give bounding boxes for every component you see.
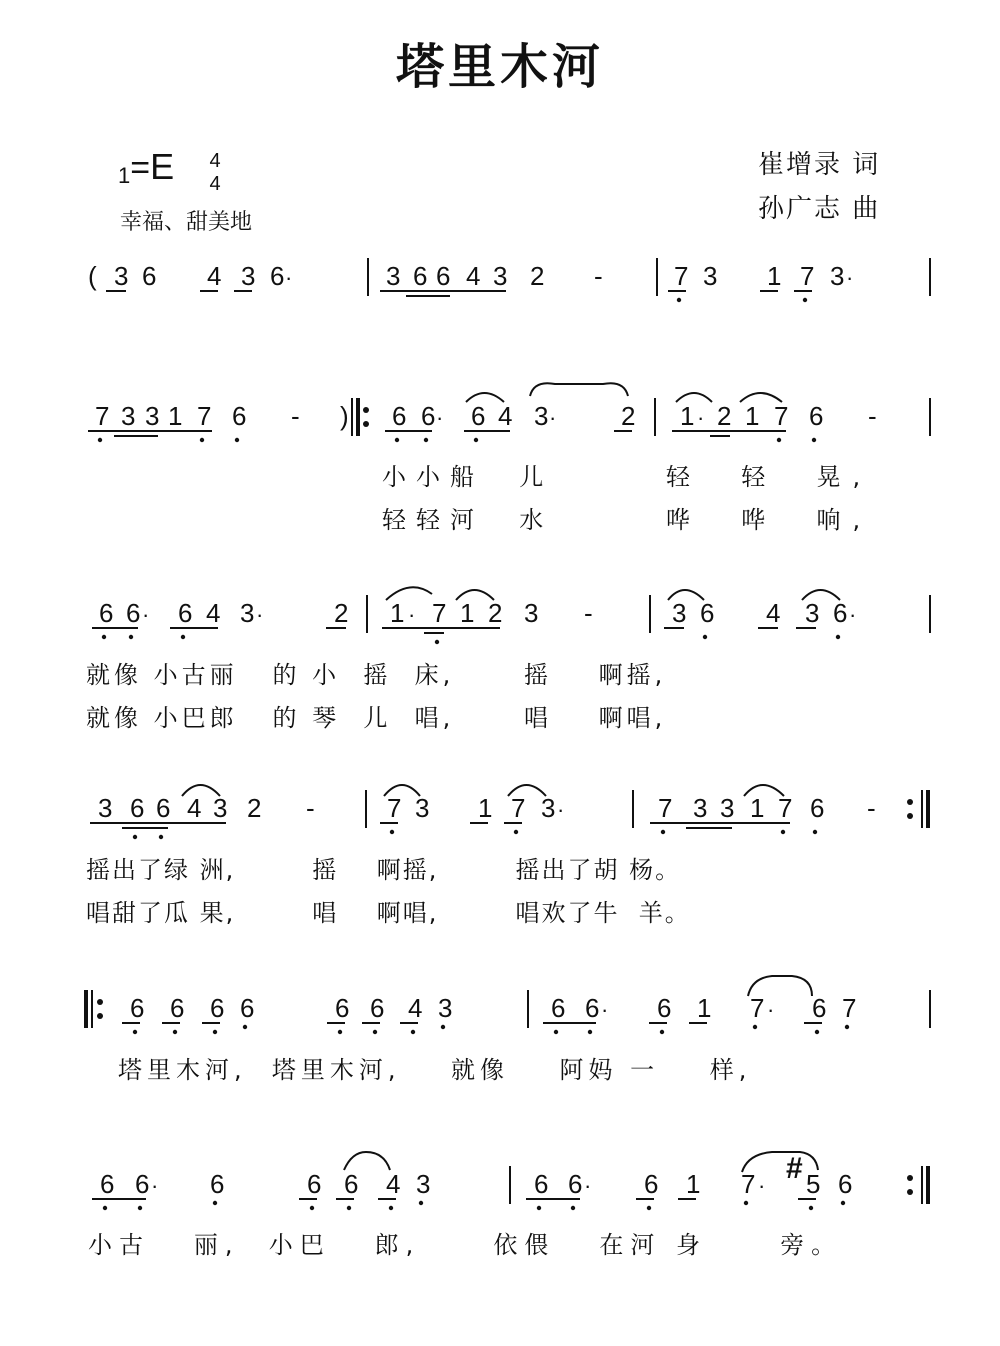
line3-note: 2 bbox=[488, 598, 503, 628]
line4-note: 4 bbox=[187, 793, 202, 823]
octave-dot bbox=[138, 1206, 142, 1210]
line3-note: · bbox=[849, 602, 857, 627]
line2-note: 2 bbox=[717, 401, 732, 431]
octave-dot bbox=[554, 1030, 558, 1034]
lyrics-line2-verse1-a: 小小船 儿 bbox=[382, 463, 554, 491]
line2-note: 3 bbox=[145, 401, 160, 431]
octave-dot bbox=[588, 1030, 592, 1034]
octave-dot bbox=[703, 635, 707, 639]
line6-note: 6 bbox=[644, 1169, 659, 1199]
line6-note: · bbox=[758, 1173, 766, 1198]
line4-note: 2 bbox=[247, 793, 262, 823]
line6-note: 5 bbox=[806, 1169, 821, 1199]
line2-note: 1 bbox=[168, 401, 183, 431]
line2-note: 6 bbox=[392, 401, 407, 431]
line1-note: 2 bbox=[530, 261, 545, 291]
line4-note: 7 bbox=[778, 793, 793, 823]
line3-note: 1 bbox=[460, 598, 475, 628]
octave-dot bbox=[474, 438, 478, 442]
line2-note: 7 bbox=[95, 401, 110, 431]
octave-dot bbox=[777, 438, 781, 442]
octave-dot bbox=[133, 1030, 137, 1034]
octave-dot bbox=[813, 830, 817, 834]
line3-note: 3 bbox=[524, 598, 539, 628]
line4-note: 3 bbox=[98, 793, 113, 823]
line1-note: 6 bbox=[413, 261, 428, 291]
line1-note: 3 bbox=[241, 261, 256, 291]
key-letter: E bbox=[150, 146, 175, 187]
line2-note: 1 bbox=[680, 401, 695, 431]
line5-note: 6 bbox=[812, 993, 827, 1023]
line2-note: - bbox=[291, 401, 300, 431]
octave-dot bbox=[173, 1030, 177, 1034]
line6-note: 6 bbox=[344, 1169, 359, 1199]
line1-note: · bbox=[285, 265, 293, 290]
octave-dot bbox=[571, 1206, 575, 1210]
line6-note: 7 bbox=[741, 1169, 756, 1199]
lyrics-line2-verse1-b: 轻 轻 晃, bbox=[666, 463, 873, 491]
song-title: 塔里木河 bbox=[395, 39, 604, 95]
line4-note: 3 bbox=[720, 793, 735, 823]
line2-note: ) bbox=[340, 401, 349, 431]
lyrics-line2-verse2-b: 哗 哗 响, bbox=[666, 506, 873, 534]
line4-note: 6 bbox=[810, 793, 825, 823]
line2-note: 4 bbox=[498, 401, 513, 431]
line2-note: 6 bbox=[232, 401, 247, 431]
lyrics-line4-verse2: 唱甜了瓜 果, 唱 啊唱, 唱欢了牛 羊。 bbox=[86, 899, 691, 927]
octave-dot bbox=[373, 1030, 377, 1034]
line6-note: 6 bbox=[534, 1169, 549, 1199]
line3-note: 3 bbox=[805, 598, 820, 628]
line4-note: · bbox=[557, 797, 565, 822]
octave-dot bbox=[390, 830, 394, 834]
line4-note: 7 bbox=[658, 793, 673, 823]
line2-note: 2 bbox=[621, 401, 636, 431]
line6-note: 4 bbox=[386, 1169, 401, 1199]
line3-note: · bbox=[142, 602, 150, 627]
octave-dot bbox=[213, 1201, 217, 1205]
line1-note: · bbox=[846, 265, 854, 290]
octave-dot bbox=[235, 438, 239, 442]
slur bbox=[344, 1152, 390, 1170]
line4-note: 3 bbox=[213, 793, 228, 823]
line2-note: 3 bbox=[121, 401, 136, 431]
octave-dot bbox=[213, 1030, 217, 1034]
line1-note: 6 bbox=[436, 261, 451, 291]
octave-dot bbox=[781, 830, 785, 834]
line3-note: 3 bbox=[240, 598, 255, 628]
line4-note: 7 bbox=[387, 793, 402, 823]
line2-note: 6 bbox=[421, 401, 436, 431]
repeat-dot bbox=[97, 1013, 103, 1019]
line3-note: 1 bbox=[390, 598, 405, 628]
time-signature-top: 4 bbox=[209, 150, 221, 172]
lyrics-line3-verse1: 就像 小古丽 的 小 摇 床, 摇 啊摇, bbox=[86, 661, 667, 689]
line2-note: 7 bbox=[774, 401, 789, 431]
line1-note: 3 bbox=[830, 261, 845, 291]
line3-note: 6 bbox=[178, 598, 193, 628]
line5-note: 7 bbox=[842, 993, 857, 1023]
octave-dot bbox=[441, 1025, 445, 1029]
lyrics-line4-verse1: 摇出了绿 洲, 摇 啊摇, 摇出了胡 杨。 bbox=[86, 856, 682, 884]
repeat-dot bbox=[97, 999, 103, 1005]
line1-note: 3 bbox=[703, 261, 718, 291]
line2-note: 6 bbox=[471, 401, 486, 431]
octave-dot bbox=[200, 438, 204, 442]
line3-note: 2 bbox=[334, 598, 349, 628]
octave-dot bbox=[815, 1030, 819, 1034]
octave-dot bbox=[803, 298, 807, 302]
line3-note: 7 bbox=[432, 598, 447, 628]
line3-note: 4 bbox=[766, 598, 781, 628]
octave-dot bbox=[347, 1206, 351, 1210]
line6-note: 6 bbox=[838, 1169, 853, 1199]
octave-dot bbox=[660, 1030, 664, 1034]
line4-note: 7 bbox=[511, 793, 526, 823]
line3-note: 6 bbox=[833, 598, 848, 628]
line1-note: 7 bbox=[800, 261, 815, 291]
octave-dot bbox=[338, 1030, 342, 1034]
line5-note: 6 bbox=[657, 993, 672, 1023]
octave-dot bbox=[411, 1030, 415, 1034]
line5-note: 6 bbox=[240, 993, 255, 1023]
line6-note: · bbox=[151, 1173, 159, 1198]
line3-note: 3 bbox=[672, 598, 687, 628]
line5-note: 6 bbox=[551, 993, 566, 1023]
line2-note: · bbox=[697, 405, 705, 430]
octave-dot bbox=[537, 1206, 541, 1210]
line2-note: · bbox=[549, 405, 557, 430]
lyrics-line3-verse2: 就像 小巴郎 的 琴 儿 唱, 唱 啊唱, bbox=[86, 704, 667, 732]
line4-note: 6 bbox=[130, 793, 145, 823]
repeat-dot bbox=[907, 813, 913, 819]
octave-dot bbox=[647, 1206, 651, 1210]
octave-dot bbox=[102, 635, 106, 639]
octave-dot bbox=[181, 635, 185, 639]
octave-dot bbox=[98, 438, 102, 442]
composer-credit: 孙广志 曲 bbox=[758, 194, 881, 224]
line2-note: 6 bbox=[809, 401, 824, 431]
repeat-dot bbox=[363, 407, 369, 413]
line4-note: 6 bbox=[156, 793, 171, 823]
sharp-accidental: # bbox=[786, 1152, 803, 1185]
octave-dot bbox=[133, 835, 137, 839]
line1-note: 6 bbox=[142, 261, 157, 291]
line2-note: · bbox=[436, 405, 444, 430]
line4-note: - bbox=[306, 793, 315, 823]
lyricist-credit: 崔增录 词 bbox=[758, 150, 881, 180]
line5-note: 4 bbox=[408, 993, 423, 1023]
octave-dot bbox=[310, 1206, 314, 1210]
line1-note: - bbox=[594, 261, 603, 291]
line6-note: 3 bbox=[416, 1169, 431, 1199]
line5-note: 7 bbox=[750, 993, 765, 1023]
line2-note: 1 bbox=[745, 401, 760, 431]
line5-note: 6 bbox=[170, 993, 185, 1023]
octave-dot bbox=[661, 830, 665, 834]
line6-note: · bbox=[584, 1173, 592, 1198]
octave-dot bbox=[395, 438, 399, 442]
octave-dot bbox=[419, 1201, 423, 1205]
line6-note: 6 bbox=[210, 1169, 225, 1199]
line6-note: 6 bbox=[100, 1169, 115, 1199]
line1-note: 4 bbox=[207, 261, 222, 291]
octave-dot bbox=[129, 635, 133, 639]
line6-note: 6 bbox=[135, 1169, 150, 1199]
line3-note: - bbox=[584, 598, 593, 628]
line1-note: 3 bbox=[386, 261, 401, 291]
line5-note: · bbox=[601, 997, 609, 1022]
line2-note: 7 bbox=[197, 401, 212, 431]
line1-note: 3 bbox=[493, 261, 508, 291]
octave-dot bbox=[389, 1206, 393, 1210]
octave-dot bbox=[435, 640, 439, 644]
repeat-dot bbox=[363, 421, 369, 427]
line3-note: 4 bbox=[206, 598, 221, 628]
octave-dot bbox=[744, 1201, 748, 1205]
octave-dot bbox=[243, 1025, 247, 1029]
line2-note: 3 bbox=[534, 401, 549, 431]
line1-note: 3 bbox=[114, 261, 129, 291]
line5-note: 1 bbox=[697, 993, 712, 1023]
octave-dot bbox=[841, 1201, 845, 1205]
line5-note: 6 bbox=[585, 993, 600, 1023]
line4-note: 3 bbox=[693, 793, 708, 823]
line4-note: 1 bbox=[478, 793, 493, 823]
repeat-dot bbox=[907, 1175, 913, 1181]
line5-note: 6 bbox=[210, 993, 225, 1023]
line3-note: 6 bbox=[700, 598, 715, 628]
octave-dot bbox=[809, 1206, 813, 1210]
line3-note: · bbox=[408, 602, 416, 627]
lyrics-line6: 小古 丽, 小巴 郎, 依偎 在河 身 旁。 bbox=[88, 1231, 843, 1259]
line5-note: · bbox=[767, 997, 775, 1022]
octave-dot bbox=[514, 830, 518, 834]
lyrics-line5: 塔里木河, 塔里木河, 就像 阿妈 一 样, bbox=[118, 1056, 752, 1084]
octave-dot bbox=[424, 438, 428, 442]
line3-note: 6 bbox=[126, 598, 141, 628]
octave-dot bbox=[103, 1206, 107, 1210]
line5-note: 6 bbox=[370, 993, 385, 1023]
line5-note: 6 bbox=[130, 993, 145, 1023]
octave-dot bbox=[812, 438, 816, 442]
line4-note: 3 bbox=[541, 793, 556, 823]
line1-note: 1 bbox=[767, 261, 782, 291]
line4-note: - bbox=[867, 793, 876, 823]
repeat-dot bbox=[907, 799, 913, 805]
line6-note: 6 bbox=[568, 1169, 583, 1199]
line2-note: - bbox=[868, 401, 877, 431]
repeat-dot bbox=[907, 1189, 913, 1195]
key-equals: = bbox=[130, 149, 151, 187]
line1-note: ( bbox=[88, 261, 97, 291]
time-signature-bottom: 4 bbox=[209, 173, 221, 195]
octave-dot bbox=[753, 1025, 757, 1029]
line6-note: 6 bbox=[307, 1169, 322, 1199]
octave-dot bbox=[845, 1025, 849, 1029]
tempo-marking: 幸福、甜美地 bbox=[120, 210, 253, 235]
octave-dot bbox=[677, 298, 681, 302]
line1-note: 4 bbox=[466, 261, 481, 291]
line4-note: 1 bbox=[750, 793, 765, 823]
octave-dot bbox=[159, 835, 163, 839]
key-tonic-degree: 1 bbox=[118, 163, 131, 188]
line1-note: 7 bbox=[674, 261, 689, 291]
line5-note: 3 bbox=[438, 993, 453, 1023]
lyrics-line2-verse2-a: 轻轻河 水 bbox=[382, 506, 554, 534]
line6-note: 1 bbox=[686, 1169, 701, 1199]
line5-note: 6 bbox=[335, 993, 350, 1023]
tie bbox=[530, 383, 628, 396]
line1-note: 6 bbox=[270, 261, 285, 291]
line3-note: 6 bbox=[99, 598, 114, 628]
octave-dot bbox=[836, 635, 840, 639]
line4-note: 3 bbox=[415, 793, 430, 823]
line3-note: · bbox=[256, 602, 264, 627]
